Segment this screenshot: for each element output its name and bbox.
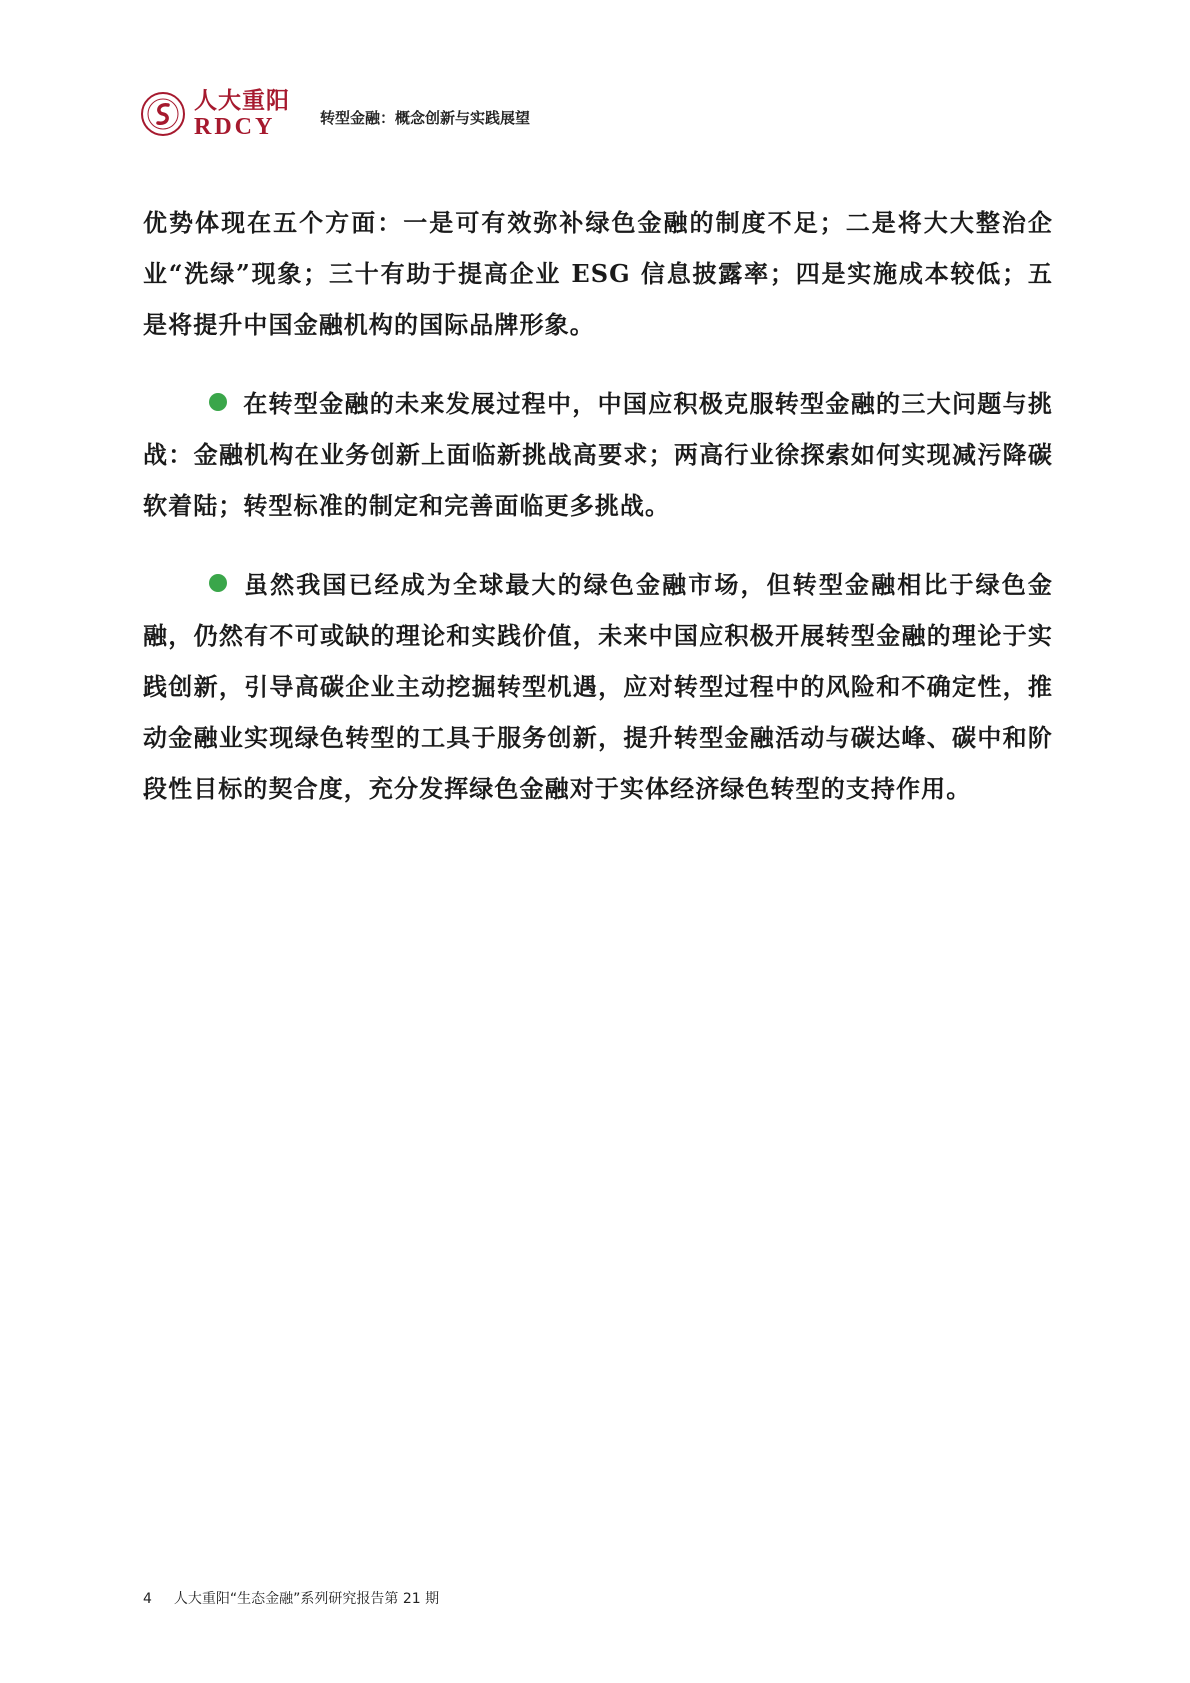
paragraph-1-text: 优势体现在五个方面：一是可有效弥补绿色金融的制度不足；二是将大大整治企业“洗绿”现象；三十有助于提高企业 ESG 信息披露率；四是实施成本较低；五是将提升中国金融机构的国际品牌形象。 xyxy=(143,208,1053,339)
paragraph-3-text: 虽然我国已经成为全球最大的绿色金融市场，但转型金融相比于绿色金融，仍然有不可或缺的理论和实践价值，未来中国应积极开展转型金融的理论于实践创新，引导高碳企业主动挖掘转型机遇，应对转型过程中的风险和不确定性，推动金融业实现绿色转型的工具于服务创新，提升转型金融活动与碳达峰、碳中和阶段性目标的契合度，充分发挥绿色金融对于实体经济绿色转型的支持作用。 xyxy=(143,570,1053,803)
page-header xyxy=(140,84,530,144)
paragraph-3 xyxy=(143,559,1053,814)
page-number: 4 xyxy=(143,1591,152,1607)
series-label: 人大重阳“生态金融”系列研究报告第 21 期 xyxy=(173,1591,440,1607)
logo-en: RDCY xyxy=(194,114,276,140)
body-content xyxy=(143,197,1053,842)
logo-wordmark xyxy=(194,89,290,139)
report-title: 转型金融：概念创新与实践展望 xyxy=(320,108,531,127)
rdcy-seal-icon xyxy=(140,91,186,137)
paragraph-2-text: 在转型金融的未来发展过程中，中国应积极克服转型金融的三大问题与挑战：金融机构在业务创新上面临新挑战高要求；两高行业徐探索如何实现减污降碳软着陆；转型标准的制定和完善面临更多挑战。 xyxy=(143,389,1053,520)
logo-cn: 人大重阳 xyxy=(194,87,290,114)
paragraph-1 xyxy=(143,197,1053,350)
page-footer xyxy=(143,1588,439,1608)
paragraph-2 xyxy=(143,378,1053,531)
bullet-dot-icon xyxy=(209,393,227,411)
bullet-dot-icon xyxy=(209,574,227,592)
